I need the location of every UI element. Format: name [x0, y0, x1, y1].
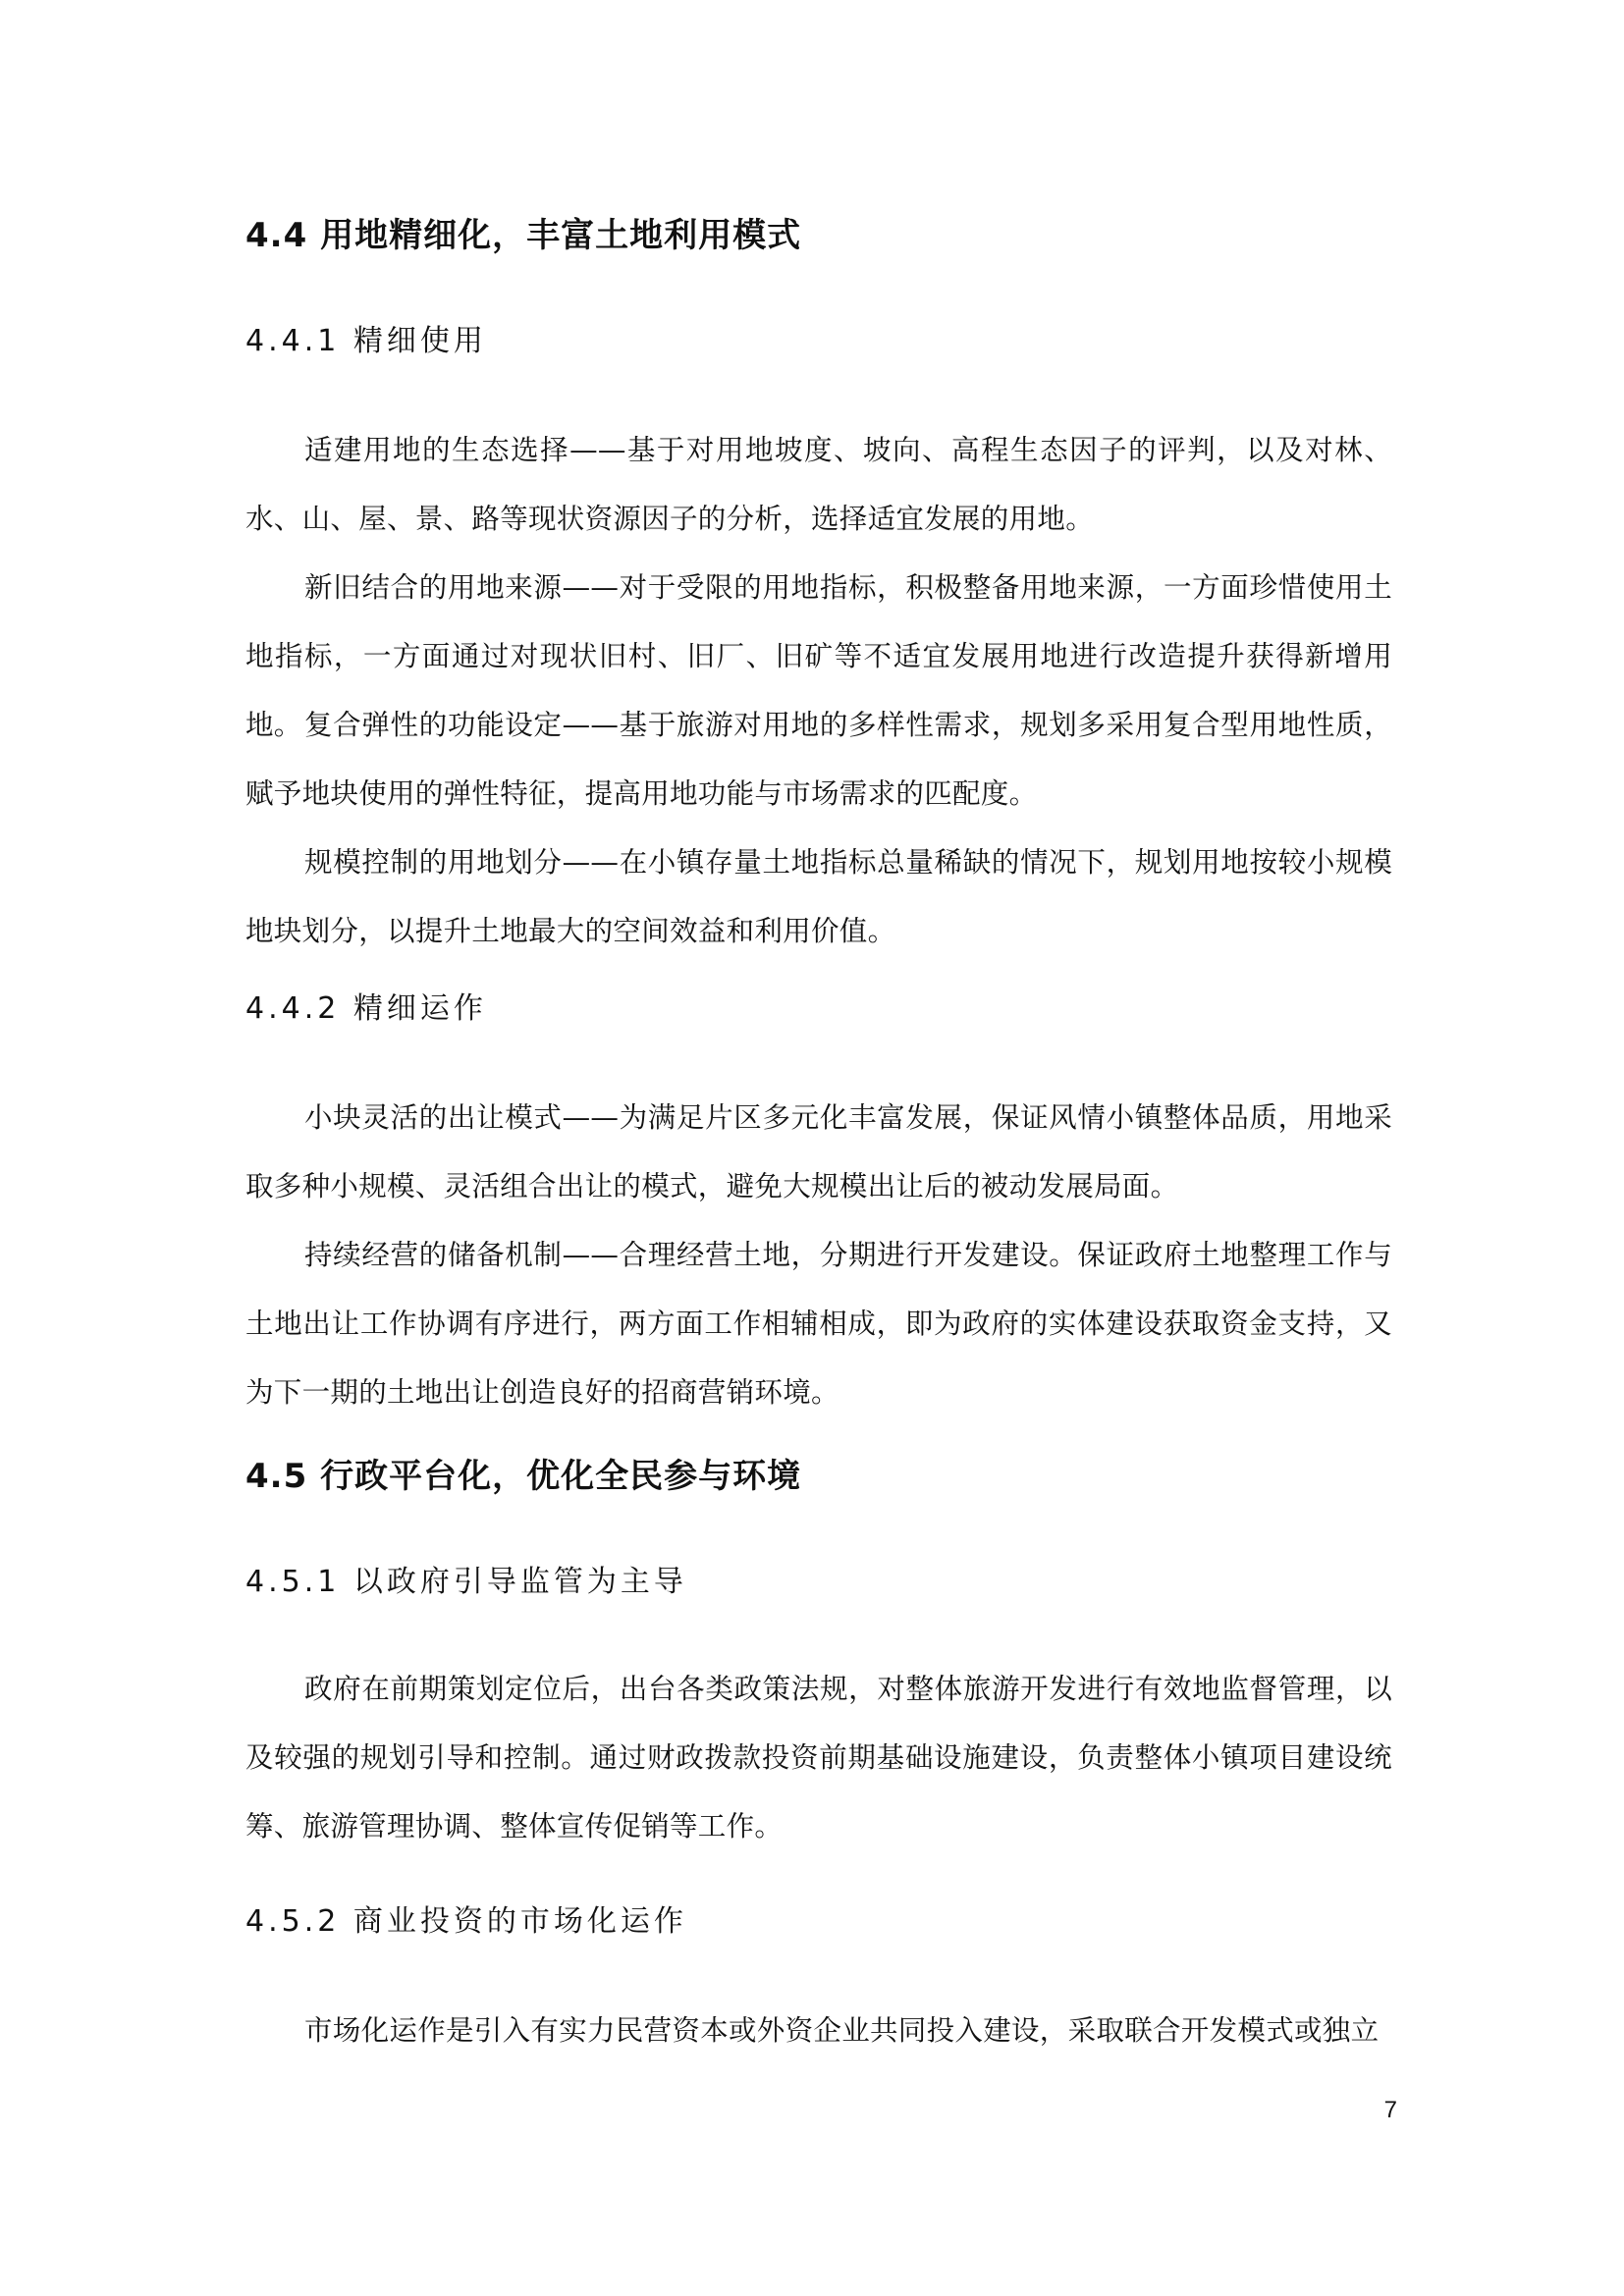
subsection-heading-4-5-2: 4.5.2 商业投资的市场化运作 — [245, 1904, 687, 1939]
paragraph-scale-control: 规模控制的用地划分——在小镇存量土地指标总量稀缺的情况下，规划用地按较小规模地块划分，以提升土地最大的空间效益和利用价值。 — [245, 846, 1392, 947]
subsection-heading-4-5-1: 4.5.1 以政府引导监管为主导 — [245, 1565, 687, 1599]
paragraph-ecological-selection: 适建用地的生态选择——基于对用地坡度、坡向、高程生态因子的评判，以及对林、水、山、屋、景、路等现状资源因子的分析，选择适宜发展的用地。 — [245, 434, 1392, 535]
section-heading-4-5: 4.5 行政平台化，优化全民参与环境 — [245, 1457, 802, 1496]
paragraph-reserve-mechanism: 持续经营的储备机制——合理经营土地，分期进行开发建设。保证政府土地整理工作与土地出让工作协调有序进行，两方面工作相辅相成，即为政府的实体建设获取资金支持，又为下一期的土地出让创造良好的招商营销环境。 — [245, 1239, 1392, 1409]
paragraph-flexible-transfer: 小块灵活的出让模式——为满足片区多元化丰富发展，保证风情小镇整体品质，用地采取多种小规模、灵活组合出让的模式，避免大规模出让后的被动发展局面。 — [245, 1101, 1392, 1202]
subsection-heading-4-4-1: 4.4.1 精细使用 — [245, 324, 487, 358]
paragraph-composite-function: 复合弹性的功能设定——基于旅游对用地的多样性需求，规划多采用复合型用地性质，赋予地块使用的弹性特征，提高用地功能与市场需求的匹配度。 — [245, 709, 1392, 810]
subsection-heading-4-4-2: 4.4.2 精细运作 — [245, 991, 487, 1026]
section-heading-4-4: 4.4 用地精细化，丰富土地利用模式 — [245, 216, 802, 255]
paragraph-government-guidance: 政府在前期策划定位后，出台各类政策法规，对整体旅游开发进行有效地监督管理，以及较强的规划引导和控制。通过财政拨款投资前期基础设施建设，负责整体小镇项目建设统筹、旅游管理协调、整体宣传促销等工作。 — [245, 1673, 1392, 1842]
paragraph-land-source: 新旧结合的用地来源——对于受限的用地指标，积极整备用地来源，一方面珍惜使用土地指标，一方面通过对现状旧村、旧厂、旧矿等不适宜发展用地进行改造提升获得新增用地。 — [245, 571, 1392, 741]
paragraph-market-operation: 市场化运作是引入有实力民营资本或外资企业共同投入建设，采取联合开发模式或独立 — [304, 2014, 1380, 2047]
page-number: 7 — [1383, 2097, 1397, 2123]
